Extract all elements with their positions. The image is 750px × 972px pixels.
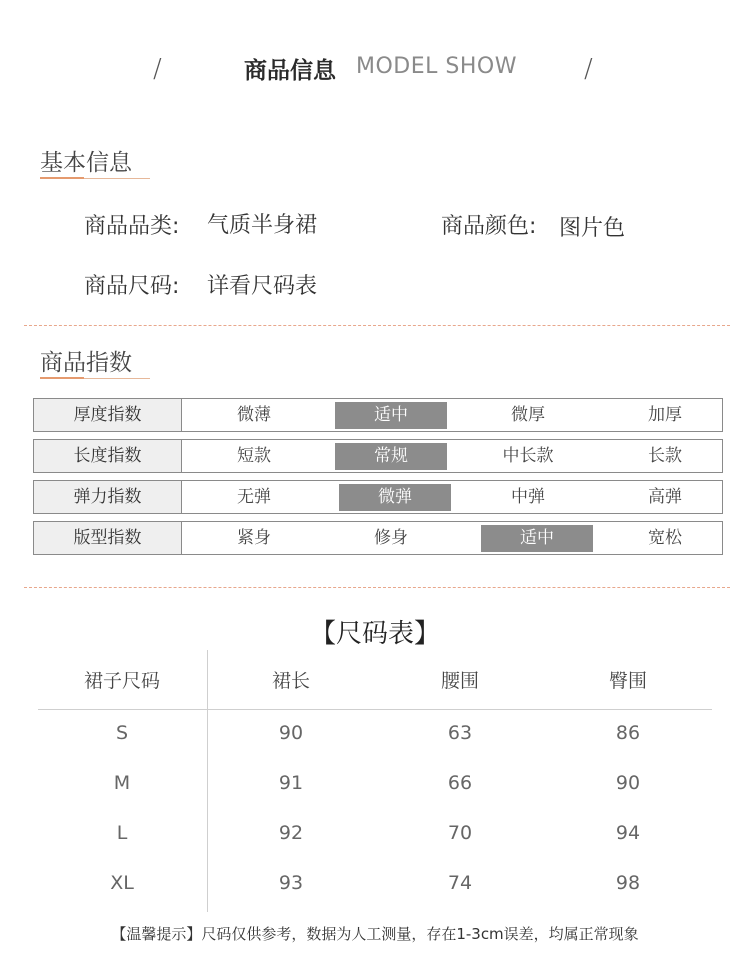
index-option: 宽松 — [648, 528, 682, 548]
header-title-en: MODEL SHOW — [356, 54, 517, 79]
size-table-size-cell: XL — [110, 872, 134, 894]
product-index-underline-accent — [40, 377, 84, 379]
index-option-selected: 适中 — [481, 525, 593, 552]
index-option: 中弹 — [511, 487, 545, 507]
size-table-cell: 93 — [278, 872, 304, 894]
size-table-cell: 86 — [615, 722, 641, 744]
basic-info-underline-accent — [40, 177, 84, 179]
size-table-size-cell: S — [115, 722, 129, 744]
size-table-cell: 66 — [447, 772, 473, 794]
size-table-size-cell: L — [116, 822, 128, 844]
index-row — [33, 521, 723, 555]
basic-info-title: 基本信息 — [40, 150, 132, 176]
index-option: 中长款 — [502, 446, 554, 466]
size-table-header-cell: 腰围 — [440, 670, 479, 692]
index-option: 无弹 — [237, 487, 271, 507]
size-table-header-cell: 裙长 — [271, 670, 310, 692]
size-table-cell: 92 — [278, 822, 304, 844]
index-row — [33, 398, 723, 432]
index-row — [33, 480, 723, 514]
index-option: 加厚 — [648, 405, 682, 425]
color-label: 商品颜色: — [441, 214, 537, 239]
size-table-vertical-divider — [207, 650, 208, 912]
section-divider — [24, 325, 730, 326]
product-index-title: 商品指数 — [40, 350, 132, 376]
index-option: 微厚 — [511, 405, 545, 425]
category-value: 气质半身裙 — [207, 213, 318, 238]
size-value: 详看尺码表 — [207, 274, 318, 299]
header-slash-right: / — [584, 54, 593, 84]
index-option: 短款 — [237, 446, 271, 466]
size-table-cell: 70 — [447, 822, 473, 844]
index-option: 长款 — [648, 446, 682, 466]
category-label: 商品品类: — [84, 214, 180, 239]
size-table-cell: 90 — [615, 772, 641, 794]
size-table-cell: 90 — [278, 722, 304, 744]
size-table-size-cell: M — [113, 772, 131, 794]
size-table-header-cell: 臀围 — [608, 670, 647, 692]
size-table-cell: 94 — [615, 822, 641, 844]
header-title-cn: 商品信息 — [244, 58, 336, 84]
index-row-label: 长度指数 — [34, 440, 182, 472]
index-row-label: 厚度指数 — [34, 399, 182, 431]
index-option-selected: 微弹 — [339, 484, 451, 511]
size-table-cell: 91 — [278, 772, 304, 794]
index-option: 高弹 — [648, 487, 682, 507]
size-label: 商品尺码: — [84, 274, 180, 299]
color-value: 图片色 — [559, 216, 626, 241]
index-row-label: 弹力指数 — [34, 481, 182, 513]
size-table-cell: 98 — [615, 872, 641, 894]
size-table-cell: 74 — [447, 872, 473, 894]
section-divider — [24, 587, 730, 588]
index-row — [33, 439, 723, 473]
index-option: 微薄 — [237, 405, 271, 425]
size-table-header-cell: 裙子尺码 — [83, 670, 160, 692]
size-table-header-divider — [38, 709, 712, 710]
index-option: 修身 — [374, 528, 408, 548]
index-option: 紧身 — [237, 528, 271, 548]
index-option-selected: 常规 — [335, 443, 447, 470]
warm-tip: 【温馨提示】尺码仅供参考，数据为人工测量，存在1-3cm误差，均属正常现象 — [111, 925, 639, 943]
index-option-selected: 适中 — [335, 402, 447, 429]
index-row-label: 版型指数 — [34, 522, 182, 554]
size-table-title: 【尺码表】 — [309, 619, 440, 649]
size-table-cell: 63 — [447, 722, 473, 744]
header-slash-left: / — [153, 54, 162, 84]
